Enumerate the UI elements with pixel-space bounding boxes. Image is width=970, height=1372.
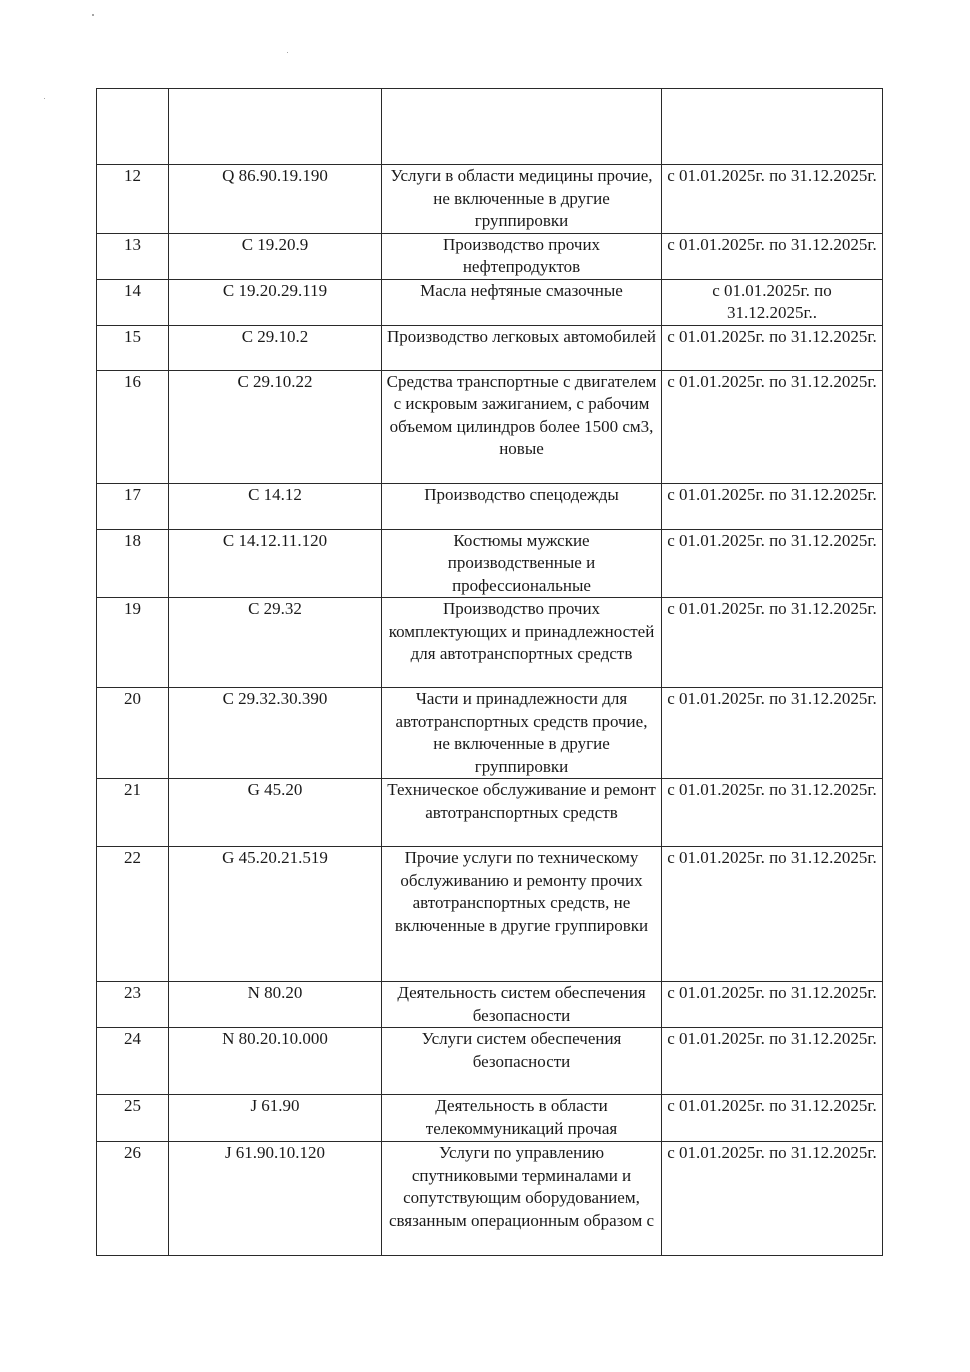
row-number: 25 [97,1095,169,1142]
validity-period: с 01.01.2025г. по 31.12.2025г. [662,483,883,529]
table-row [97,779,883,847]
activity-name: Услуги по управлению спутниковыми терминалами и сопутствующим оборудованием, связанным операционным образом с [382,1142,662,1256]
row-number: 16 [97,370,169,483]
row-number: 13 [97,233,169,279]
header-cell [97,89,169,165]
activity-code: С 19.20.29.119 [169,279,382,325]
activity-code: С 29.32 [169,598,382,688]
table-row [97,1028,883,1095]
activity-name: Средства транспортные с двигателем с искровым зажиганием, с рабочим объемом цилиндров более 1500 см3, новые [382,370,662,483]
activity-code: С 14.12.11.120 [169,529,382,598]
table-row [97,483,883,529]
table-row [97,325,883,370]
activity-name: Производство легковых автомобилей [382,325,662,370]
validity-period: с 01.01.2025г. по 31.12.2025г. [662,1142,883,1256]
activity-name: Костюмы мужские производственные и профессиональные [382,529,662,598]
activity-code: G 45.20.21.519 [169,847,382,982]
activity-code: С 29.32.30.390 [169,688,382,779]
validity-period: с 01.01.2025г. по 31.12.2025г. [662,1095,883,1142]
activity-code: С 29.10.22 [169,370,382,483]
table-row [97,847,883,982]
row-number: 22 [97,847,169,982]
row-number: 17 [97,483,169,529]
table-row [97,1142,883,1256]
scan-speck [44,98,45,99]
validity-period: с 01.01.2025г. по 31.12.2025г. [662,165,883,234]
activity-name: Прочие услуги по техническому обслуживанию и ремонту прочих автотранспортных средств, не включенные в другие группировки [382,847,662,982]
activity-code: N 80.20 [169,982,382,1028]
activity-code: J 61.90.10.120 [169,1142,382,1256]
validity-period: с 01.01.2025г. по 31.12.2025г. [662,325,883,370]
table-row [97,279,883,325]
table-row [97,165,883,234]
activity-name: Производство прочих комплектующих и принадлежностей для автотранспортных средств [382,598,662,688]
table-row [97,688,883,779]
table-row [97,233,883,279]
table-row [97,598,883,688]
validity-period: с 01.01.2025г. по 31.12.2025г. [662,847,883,982]
row-number: 14 [97,279,169,325]
row-number: 18 [97,529,169,598]
row-number: 12 [97,165,169,234]
validity-period: с 01.01.2025г. по 31.12.2025г. [662,982,883,1028]
activity-name: Деятельность в области телекоммуникаций прочая [382,1095,662,1142]
table-row [97,529,883,598]
activity-code: Q 86.90.19.190 [169,165,382,234]
header-cell [662,89,883,165]
header-cell [169,89,382,165]
validity-period: с 01.01.2025г. по 31.12.2025г.. [662,279,883,325]
activity-name: Производство прочих нефтепродуктов [382,233,662,279]
validity-period: с 01.01.2025г. по 31.12.2025г. [662,233,883,279]
row-number: 26 [97,1142,169,1256]
activity-name: Услуги в области медицины прочие, не включенные в другие группировки [382,165,662,234]
row-number: 21 [97,779,169,847]
validity-period: с 01.01.2025г. по 31.12.2025г. [662,1028,883,1095]
validity-period: с 01.01.2025г. по 31.12.2025г. [662,529,883,598]
activity-code: С 14.12 [169,483,382,529]
table-row [97,370,883,483]
validity-period: с 01.01.2025г. по 31.12.2025г. [662,688,883,779]
validity-period: с 01.01.2025г. по 31.12.2025г. [662,598,883,688]
table-row [97,982,883,1028]
activity-code: N 80.20.10.000 [169,1028,382,1095]
row-number: 23 [97,982,169,1028]
header-cell [382,89,662,165]
activity-name: Услуги систем обеспечения безопасности [382,1028,662,1095]
validity-period: с 01.01.2025г. по 31.12.2025г. [662,779,883,847]
activity-name: Масла нефтяные смазочные [382,279,662,325]
scan-speck [92,14,94,16]
row-number: 20 [97,688,169,779]
scan-speck [287,52,288,53]
activity-name: Производство спецодежды [382,483,662,529]
activity-code: G 45.20 [169,779,382,847]
activity-name: Деятельность систем обеспечения безопасности [382,982,662,1028]
activity-code: J 61.90 [169,1095,382,1142]
activity-code: С 19.20.9 [169,233,382,279]
row-number: 15 [97,325,169,370]
row-number: 19 [97,598,169,688]
activity-code: С 29.10.2 [169,325,382,370]
okved-table [96,88,883,1256]
row-number: 24 [97,1028,169,1095]
table-header-row [97,89,883,165]
activity-name: Части и принадлежности для автотранспортных средств прочие, не включенные в другие группировки [382,688,662,779]
activity-name: Техническое обслуживание и ремонт автотранспортных средств [382,779,662,847]
validity-period: с 01.01.2025г. по 31.12.2025г. [662,370,883,483]
table-row [97,1095,883,1142]
